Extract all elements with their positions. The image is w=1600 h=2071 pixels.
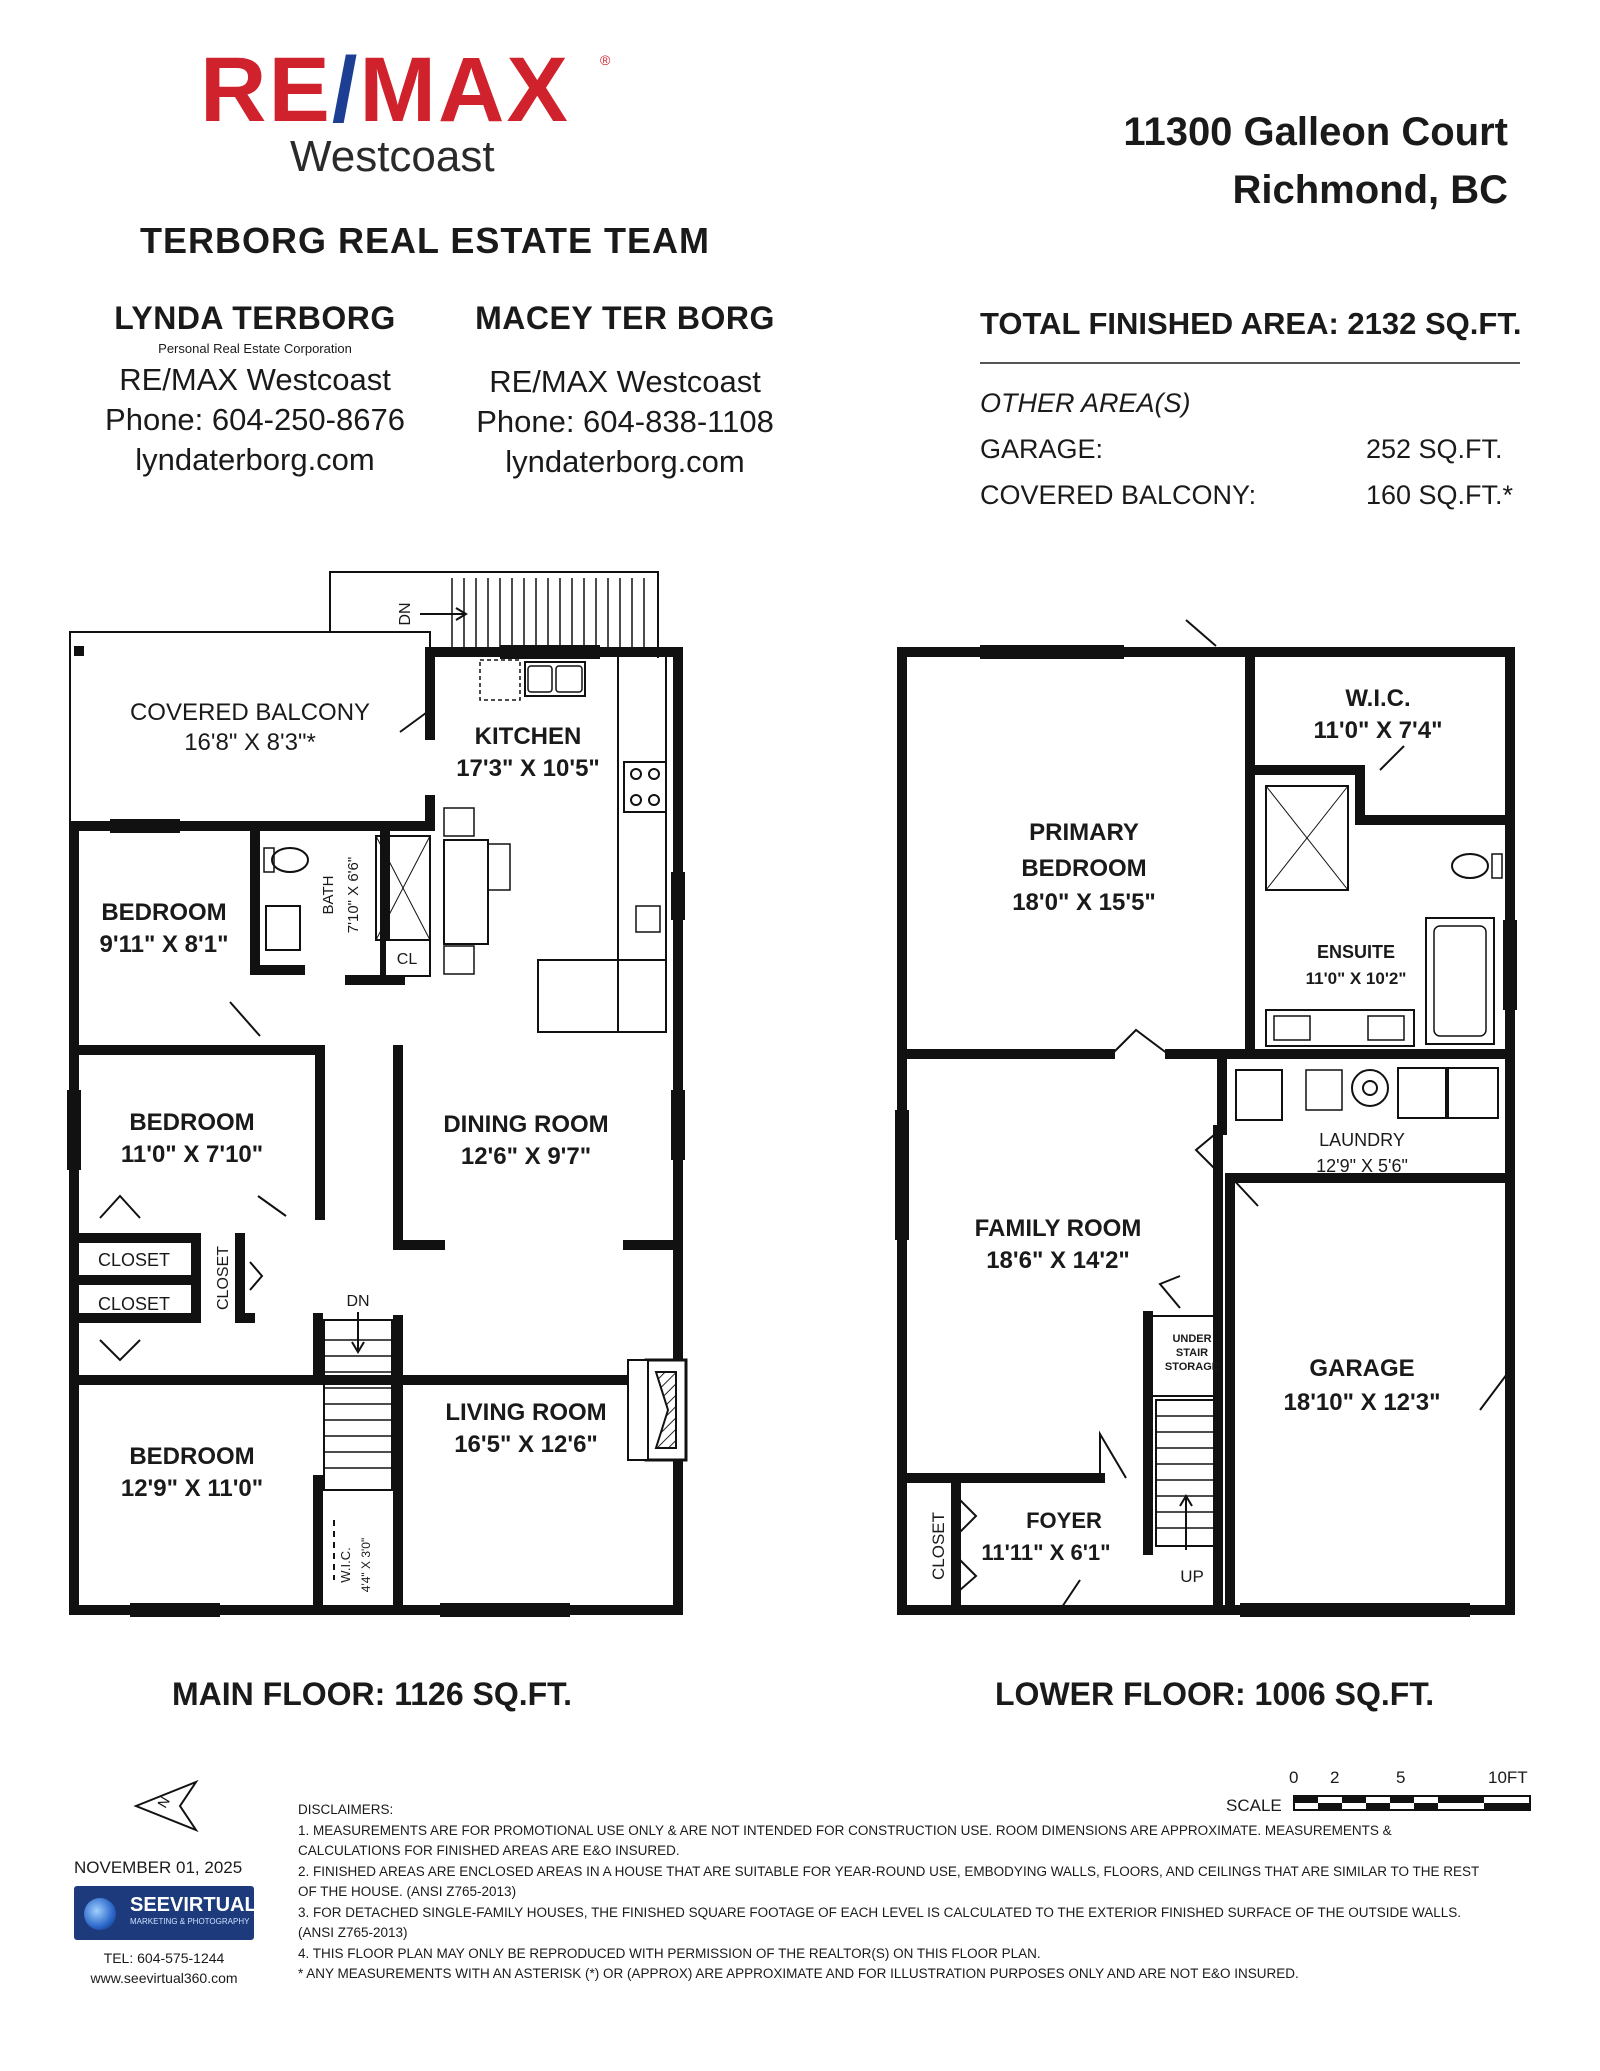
toilet <box>272 848 308 872</box>
disclaimer-line: 1. MEASUREMENTS ARE FOR PROMOTIONAL USE ONLY & ARE NOT INTENDED FOR CONSTRUCTION USE. ROOM DIMENSIONS ARE APPROXIMATE. MEASUREMENTS & <box>298 1822 1392 1838</box>
lower-stairs <box>1156 1400 1218 1550</box>
disclaimer-line: 2. FINISHED AREAS ARE ENCLOSED AREAS IN A HOUSE THAT ARE SUITABLE FOR YEAR-ROUND USE, EMBODYING WALLS, FLOORS, AND CEILINGS THAT ARE SIMILAR TO THE REST <box>298 1863 1480 1879</box>
room-name-primary: PRIMARY <box>1029 819 1139 846</box>
total-finished-area: TOTAL FINISHED AREA: 2132 SQ.FT. <box>980 306 1522 341</box>
room-name-ensuite: ENSUITE <box>1316 942 1396 962</box>
room-dim-primary: 18'0" X 15'5" <box>1012 889 1156 916</box>
plan-date: NOVEMBER 01, 2025 <box>74 1858 243 1877</box>
lower-floor-plan <box>896 620 1516 1616</box>
room-name-bedroom: BEDROOM <box>129 1109 255 1136</box>
room-dim-dining: 12'6" X 9'7" <box>460 1143 592 1170</box>
up-label: UP <box>1180 1567 1204 1586</box>
room-dim-foyer: 11'11" X 6'1" <box>981 1540 1111 1565</box>
bath-sink <box>266 906 300 950</box>
room-name-kitchen: KITCHEN <box>474 723 582 750</box>
room-name-dining: DINING ROOM <box>443 1111 609 1138</box>
room-name-primary: BEDROOM <box>1021 855 1147 882</box>
remax-logo-text: RE/MAX <box>200 39 570 141</box>
room-name-bedroom: BEDROOM <box>101 899 227 926</box>
remax-logo-subtitle: Westcoast <box>290 132 495 181</box>
agent-brokerage: RE/MAX Westcoast <box>489 364 761 399</box>
room-dim-garage: 18'10" X 12'3" <box>1283 1389 1441 1416</box>
seevirtual-tagline: MARKETING & PHOTOGRAPHY <box>130 1917 250 1926</box>
balcony-outline <box>70 632 430 822</box>
kitchen-island <box>538 960 666 1032</box>
other-area-value: 160 SQ.FT.* <box>1366 480 1514 510</box>
agent-name: LYNDA TERBORG <box>114 300 396 336</box>
main-stairs <box>324 1312 392 1490</box>
room-name-cl: CL <box>396 951 418 968</box>
seevirtual-name: SEEVIRTUAL <box>130 1894 257 1916</box>
other-area-label: COVERED BALCONY: <box>980 480 1257 510</box>
room-name-closet: CLOSET <box>215 1245 232 1311</box>
dn-label: DN <box>346 1293 370 1310</box>
disclaimer-line: OF THE HOUSE. (ANSI Z765-2013) <box>298 1884 517 1899</box>
deck-outline <box>330 572 658 658</box>
scale-label: SCALE <box>1226 1796 1282 1815</box>
room-name-family: FAMILY ROOM <box>974 1215 1142 1242</box>
ensuite-tub <box>1426 918 1494 1044</box>
room-name-balcony: COVERED BALCONY <box>129 699 371 726</box>
compass-label: N <box>153 1793 173 1811</box>
dn-label: DN <box>397 602 414 626</box>
room-dim-bedroom: 9'11" X 8'1" <box>99 931 229 958</box>
ext-wall-lower <box>902 652 1510 1610</box>
disclaimer-line: CALCULATIONS FOR FINISHED AREAS ARE E&O INSURED. <box>298 1843 680 1858</box>
disclaimer-heading: DISCLAIMERS: <box>298 1802 394 1817</box>
room-dim-bath: 7'10" X 6'6" <box>345 856 362 934</box>
disclaimer-line: * ANY MEASUREMENTS WITH AN ASTERISK (*) OR (APPROX) ARE APPROXIMATE AND FOR ILLUSTRATION PURPOSES ONLY AND ARE NOT E&O INSURED. <box>298 1966 1299 1981</box>
kitchen-sink <box>525 662 585 696</box>
address-line2: Richmond, BC <box>1232 168 1508 212</box>
disclaimer-line: (ANSI Z765-2013) <box>298 1925 408 1940</box>
room-name-wic: W.I.C. <box>338 1547 353 1583</box>
scale-tick: 0 <box>1289 1768 1299 1787</box>
room-name-closet: CLOSET <box>929 1511 948 1581</box>
kitchen-counter <box>618 652 666 1032</box>
agent-corp: Personal Real Estate Corporation <box>158 341 352 356</box>
seevirtual-orb-icon <box>84 1898 116 1930</box>
deck-stairs <box>452 578 644 648</box>
main-room-labels <box>98 602 609 1592</box>
room-name-bath: BATH <box>320 875 337 915</box>
balcony-post <box>74 646 84 656</box>
kitchen-range <box>624 762 666 812</box>
dryer <box>1448 1068 1498 1118</box>
north-arrow-icon <box>136 1782 196 1830</box>
water-heater <box>1352 1070 1388 1106</box>
windows-lower <box>896 646 1516 1616</box>
scale-tick: 2 <box>1330 1768 1340 1787</box>
room-name-living: LIVING ROOM <box>445 1399 607 1426</box>
kitchen-table <box>444 840 488 944</box>
room-name-wic: W.I.C. <box>1345 685 1411 712</box>
disclaimer-line: 4. THIS FLOOR PLAN MAY ONLY BE REPRODUCED WITH PERMISSION OF THE REALTOR(S) ON THIS FLOOR PLAN. <box>298 1945 1041 1961</box>
room-name-closet: CLOSET <box>97 1294 171 1314</box>
room-name-closet: CLOSET <box>97 1250 171 1270</box>
registered-mark: ® <box>600 52 611 68</box>
room-dim-ensuite: 11'0" X 10'2" <box>1305 969 1407 988</box>
other-area-label: GARAGE: <box>980 434 1104 464</box>
under-stair-label: STAIR <box>1175 1347 1209 1359</box>
room-name-garage: GARAGE <box>1309 1355 1415 1382</box>
room-dim-bedroom: 11'0" X 7'10" <box>120 1141 264 1168</box>
room-name-foyer: FOYER <box>1026 1508 1102 1533</box>
footer-tel: TEL: 604-575-1244 <box>103 1950 225 1966</box>
other-area-value: 252 SQ.FT. <box>1366 434 1503 464</box>
kitchen-prep-sink <box>636 906 660 932</box>
room-dim-wic: 4'4" X 3'0" <box>359 1537 373 1593</box>
disclaimers <box>298 1800 1528 1985</box>
wall-bath-top <box>255 800 430 826</box>
room-name-bedroom: BEDROOM <box>129 1443 255 1470</box>
ensuite-toilet <box>1452 854 1488 878</box>
scale-tick: 10FT <box>1488 1768 1528 1787</box>
lower-floor-title: LOWER FLOOR: 1006 SQ.FT. <box>995 1676 1435 1712</box>
under-stair-label: STORAGE <box>1164 1361 1220 1373</box>
disclaimer-line: 3. FOR DETACHED SINGLE-FAMILY HOUSES, THE FINISHED SQUARE FOOTAGE OF EACH LEVEL IS CALCULATED TO THE EXTERIOR FINISHED SURFACE OF THE OUTSIDE WALLS. <box>298 1904 1461 1920</box>
agent-phone: Phone: 604-838-1108 <box>476 404 774 439</box>
room-name-laundry: LAUNDRY <box>1319 1130 1405 1150</box>
under-stair-label: UNDER <box>1172 1333 1212 1345</box>
agent-website: lyndaterborg.com <box>135 442 375 477</box>
agent-phone: Phone: 604-250-8676 <box>105 402 405 437</box>
team-name: TERBORG REAL ESTATE TEAM <box>140 220 711 261</box>
room-dim-family: 18'6" X 14'2" <box>986 1247 1130 1274</box>
agent-brokerage: RE/MAX Westcoast <box>119 362 391 397</box>
footer-website: www.seevirtual360.com <box>90 1970 238 1986</box>
washer <box>1398 1068 1446 1118</box>
room-dim-bedroom: 12'9" X 11'0" <box>120 1475 264 1502</box>
agent-name: MACEY TER BORG <box>475 300 775 336</box>
room-dim-kitchen: 17'3" X 10'5" <box>456 755 600 782</box>
room-dim-balcony: 16'8" X 8'3"* <box>184 729 316 756</box>
laundry-sink <box>1236 1070 1282 1120</box>
other-areas-heading: OTHER AREA(S) <box>980 388 1191 418</box>
address-line1: 11300 Galleon Court <box>1123 110 1508 154</box>
room-dim-laundry: 12'9" X 5'6" <box>1316 1156 1408 1176</box>
agent-website: lyndaterborg.com <box>505 444 745 479</box>
scale-tick: 5 <box>1396 1768 1406 1787</box>
main-floor-title: MAIN FLOOR: 1126 SQ.FT. <box>172 1676 573 1712</box>
room-dim-wic: 11'0" X 7'4" <box>1313 717 1443 744</box>
room-dim-living: 16'5" X 12'6" <box>454 1431 598 1458</box>
